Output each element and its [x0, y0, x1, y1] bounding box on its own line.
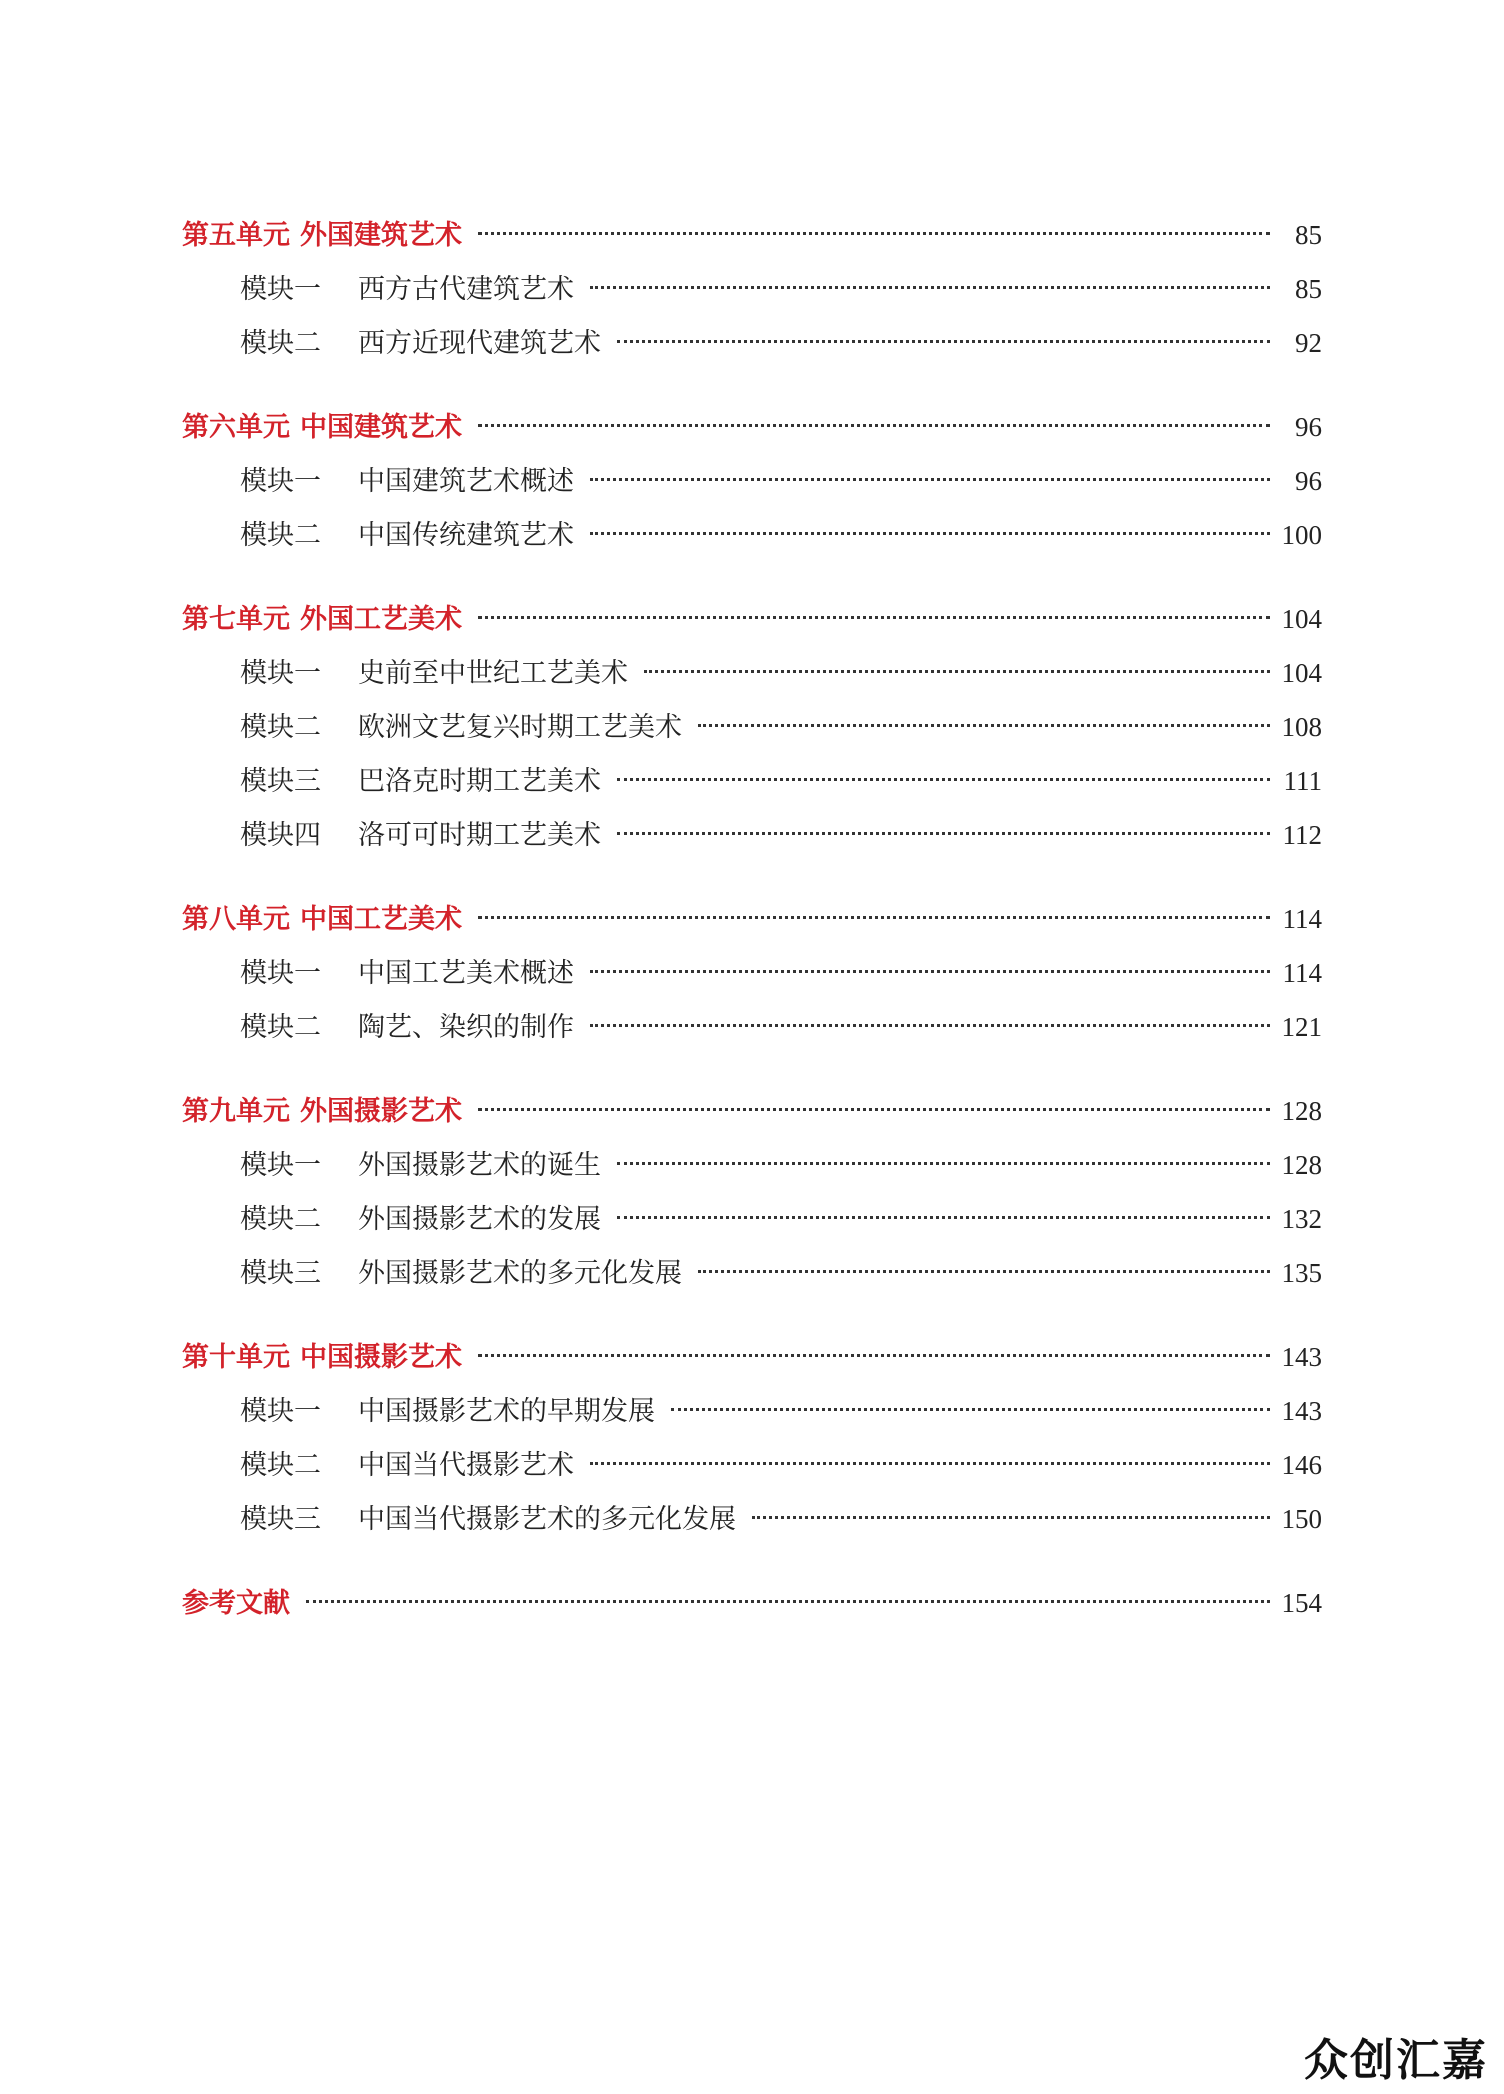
page-number: 114 — [1282, 958, 1322, 988]
dot-leader — [478, 1108, 1270, 1111]
module-title: 外国摄影艺术的诞生 — [358, 1150, 601, 1181]
unit-entry[interactable] — [182, 208, 1322, 262]
module-number: 模块三 — [240, 1504, 321, 1535]
unit-entry[interactable] — [182, 1084, 1322, 1138]
module-title: 中国当代摄影艺术 — [358, 1450, 574, 1481]
module-title: 史前至中世纪工艺美术 — [358, 658, 628, 689]
unit-title: 中国工艺美术 — [300, 904, 462, 935]
dot-leader — [590, 1462, 1270, 1465]
dot-leader — [698, 1270, 1270, 1273]
page-number: 128 — [1281, 1150, 1322, 1180]
dot-leader — [617, 1216, 1270, 1219]
page-number: 150 — [1281, 1504, 1322, 1534]
dot-leader — [617, 340, 1270, 343]
dot-leader — [617, 832, 1270, 835]
dot-leader — [306, 1600, 1270, 1603]
references-block — [182, 1576, 1322, 1630]
module-number: 模块一 — [240, 274, 321, 305]
module-entry[interactable] — [182, 1000, 1322, 1054]
module-entry[interactable] — [182, 946, 1322, 1000]
module-entry[interactable] — [182, 1492, 1322, 1546]
page-number: 85 — [1295, 220, 1322, 250]
page-number: 108 — [1281, 712, 1322, 742]
dot-leader — [617, 778, 1270, 781]
page-number: 132 — [1281, 1204, 1322, 1234]
module-title: 陶艺、染织的制作 — [358, 1012, 574, 1043]
unit-entry[interactable] — [182, 892, 1322, 946]
unit-entry[interactable] — [182, 400, 1322, 454]
page-number: 85 — [1295, 274, 1322, 304]
module-entry[interactable] — [182, 1138, 1322, 1192]
module-entry[interactable] — [182, 508, 1322, 562]
module-entry[interactable] — [182, 754, 1322, 808]
unit-number: 第五单元 — [182, 220, 290, 251]
dot-leader — [478, 916, 1270, 919]
page-number: 128 — [1281, 1096, 1322, 1126]
module-number: 模块一 — [240, 658, 321, 689]
module-entry[interactable] — [182, 316, 1322, 370]
module-entry[interactable] — [182, 700, 1322, 754]
module-number: 模块二 — [240, 328, 321, 359]
module-entry[interactable] — [182, 808, 1322, 862]
dot-leader — [590, 1024, 1270, 1027]
watermark-logo: 众创汇嘉 — [1304, 2035, 1488, 2086]
unit-number: 第八单元 — [182, 904, 290, 935]
dot-leader — [671, 1408, 1270, 1411]
module-number: 模块一 — [240, 1396, 321, 1427]
page-number: 143 — [1281, 1342, 1322, 1372]
page-number: 154 — [1281, 1588, 1322, 1618]
module-number: 模块四 — [240, 820, 321, 851]
module-title: 巴洛克时期工艺美术 — [358, 766, 601, 797]
dot-leader — [478, 232, 1270, 235]
unit-number: 第九单元 — [182, 1096, 290, 1127]
dot-leader — [698, 724, 1270, 727]
unit-title: 外国建筑艺术 — [300, 220, 462, 251]
module-title: 中国工艺美术概述 — [358, 958, 574, 989]
module-number: 模块三 — [240, 1258, 321, 1289]
unit-block — [182, 1330, 1322, 1546]
module-title: 外国摄影艺术的发展 — [358, 1204, 601, 1235]
module-title: 中国建筑艺术概述 — [358, 466, 574, 497]
unit-number: 第六单元 — [182, 412, 290, 443]
module-title: 欧洲文艺复兴时期工艺美术 — [358, 712, 682, 743]
module-number: 模块一 — [240, 1150, 321, 1181]
module-title: 中国当代摄影艺术的多元化发展 — [358, 1504, 736, 1535]
module-number: 模块二 — [240, 1012, 321, 1043]
page-number: 96 — [1295, 466, 1322, 496]
references-title: 参考文献 — [182, 1588, 290, 1619]
module-number: 模块一 — [240, 466, 321, 497]
module-number: 模块二 — [240, 1450, 321, 1481]
module-title: 外国摄影艺术的多元化发展 — [358, 1258, 682, 1289]
dot-leader — [590, 478, 1270, 481]
module-entry[interactable] — [182, 1246, 1322, 1300]
table-of-contents — [182, 208, 1322, 1660]
module-entry[interactable] — [182, 1192, 1322, 1246]
unit-title: 外国摄影艺术 — [300, 1096, 462, 1127]
page-number: 111 — [1283, 766, 1322, 796]
unit-entry[interactable] — [182, 1330, 1322, 1384]
module-number: 模块二 — [240, 520, 321, 551]
module-entry[interactable] — [182, 454, 1322, 508]
dot-leader — [478, 1354, 1270, 1357]
dot-leader — [590, 970, 1270, 973]
unit-number: 第七单元 — [182, 604, 290, 635]
module-title: 中国摄影艺术的早期发展 — [358, 1396, 655, 1427]
module-title: 中国传统建筑艺术 — [358, 520, 574, 551]
module-entry[interactable] — [182, 262, 1322, 316]
page-number: 92 — [1295, 328, 1322, 358]
page-number: 146 — [1281, 1450, 1322, 1480]
module-title: 西方近现代建筑艺术 — [358, 328, 601, 359]
unit-block — [182, 208, 1322, 370]
unit-title: 中国摄影艺术 — [300, 1342, 462, 1373]
module-title: 洛可可时期工艺美术 — [358, 820, 601, 851]
dot-leader — [752, 1516, 1270, 1519]
page-number: 112 — [1282, 820, 1322, 850]
module-number: 模块三 — [240, 766, 321, 797]
module-number: 模块二 — [240, 712, 321, 743]
module-entry[interactable] — [182, 1438, 1322, 1492]
page-number: 104 — [1281, 604, 1322, 634]
module-title: 西方古代建筑艺术 — [358, 274, 574, 305]
unit-block — [182, 400, 1322, 562]
unit-number: 第十单元 — [182, 1342, 290, 1373]
module-number: 模块二 — [240, 1204, 321, 1235]
module-entry[interactable] — [182, 646, 1322, 700]
page-number: 135 — [1281, 1258, 1322, 1288]
dot-leader — [590, 532, 1270, 535]
page-number: 121 — [1281, 1012, 1322, 1042]
module-number: 模块一 — [240, 958, 321, 989]
dot-leader — [478, 424, 1270, 427]
unit-block — [182, 1084, 1322, 1300]
module-entry[interactable] — [182, 1384, 1322, 1438]
page-number: 100 — [1281, 520, 1322, 550]
dot-leader — [478, 616, 1270, 619]
page-number: 104 — [1281, 658, 1322, 688]
dot-leader — [590, 286, 1270, 289]
page-number: 143 — [1281, 1396, 1322, 1426]
page-number: 114 — [1282, 904, 1322, 934]
unit-block — [182, 892, 1322, 1054]
references-entry[interactable] — [182, 1576, 1322, 1630]
unit-title: 中国建筑艺术 — [300, 412, 462, 443]
unit-title: 外国工艺美术 — [300, 604, 462, 635]
unit-block — [182, 592, 1322, 862]
dot-leader — [644, 670, 1270, 673]
dot-leader — [617, 1162, 1270, 1165]
unit-entry[interactable] — [182, 592, 1322, 646]
page-number: 96 — [1295, 412, 1322, 442]
